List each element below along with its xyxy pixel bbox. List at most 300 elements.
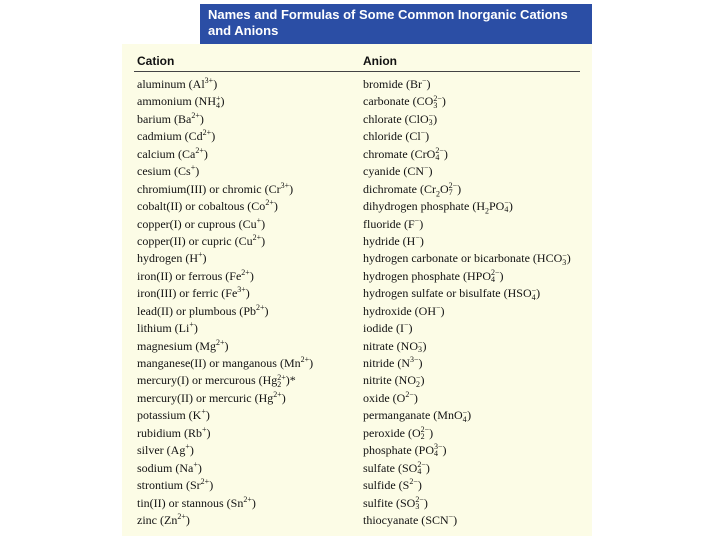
cation-formula-base: Hg xyxy=(258,390,274,405)
anion-formula-base: CrO xyxy=(414,146,436,161)
cation-formula-base: Cs xyxy=(178,164,191,179)
cation-name: barium ( xyxy=(137,111,178,126)
anion-charge: − xyxy=(404,320,409,330)
cation-charge: + xyxy=(185,442,190,452)
anion-charge-stack xyxy=(429,112,434,126)
cation-cell xyxy=(137,407,210,424)
cation-charge: + xyxy=(216,93,221,103)
cation-cell xyxy=(137,198,278,215)
table-row xyxy=(122,495,592,512)
cation-formula-subscript: 2 xyxy=(277,379,282,389)
table-row xyxy=(122,163,592,180)
table-row xyxy=(122,198,592,215)
anion-cell xyxy=(363,390,418,407)
anion-cell xyxy=(363,425,433,442)
cation-cell xyxy=(137,128,215,145)
cation-formula-base: Cu xyxy=(238,233,253,248)
anion-formula-base: Cr xyxy=(423,181,436,196)
cation-charge: 2+ xyxy=(273,389,282,399)
anion-formula-base: S xyxy=(402,478,410,493)
cation-cell xyxy=(137,233,265,250)
cation-formula-base: Na xyxy=(179,460,194,475)
anion-close: ) xyxy=(440,303,445,318)
cation-formula-base: Pb xyxy=(243,303,256,318)
cation-charge: 2+ xyxy=(265,198,274,208)
anion-charge-stack xyxy=(416,374,421,388)
anion-name: nitrate ( xyxy=(363,338,401,353)
cation-charge: + xyxy=(201,407,206,417)
anion-name: iodide ( xyxy=(363,321,400,336)
anion-cell xyxy=(363,338,427,355)
table-row xyxy=(122,407,592,424)
table-row xyxy=(122,233,592,250)
anion-formula-subscript: 4 xyxy=(491,275,495,285)
anion-close: ) xyxy=(508,199,513,214)
table-row xyxy=(122,76,592,93)
cation-close: ) xyxy=(249,268,254,283)
cation-close: ) xyxy=(281,390,286,405)
anion-name: dihydrogen phosphate ( xyxy=(363,199,477,214)
cation-close: ) xyxy=(261,233,266,248)
table-body xyxy=(122,76,592,529)
cation-formula-base: Ag xyxy=(170,443,186,458)
table-row xyxy=(122,460,592,477)
cation-column-header: Cation xyxy=(137,54,175,68)
anion-name: permanganate ( xyxy=(363,408,438,423)
anion-formula-subscript: 3 xyxy=(562,257,567,267)
cation-name: copper(I) or cuprous ( xyxy=(137,216,243,231)
anion-close: ) xyxy=(423,495,428,510)
anion-formula-base: PO xyxy=(418,443,434,458)
anion-formula-base: SCN xyxy=(425,512,449,527)
cation-cell xyxy=(137,355,313,372)
cation-name: calcium ( xyxy=(137,146,182,161)
anion-charge: − xyxy=(428,111,434,121)
anion-close: ) xyxy=(467,408,472,423)
anion-cell xyxy=(363,93,446,110)
table-row xyxy=(122,442,592,459)
anion-formula-base: O xyxy=(439,181,449,196)
table-row xyxy=(122,93,592,110)
anion-close: ) xyxy=(566,251,571,266)
anion-cell xyxy=(363,76,431,93)
anion-formula-base: O xyxy=(411,425,421,440)
anion-charge: 3− xyxy=(434,442,443,452)
cation-name: lead(II) or plumbous ( xyxy=(137,303,244,318)
anion-close: ) xyxy=(425,129,430,144)
anion-cell xyxy=(363,268,504,285)
cation-charge: 2+ xyxy=(252,232,262,242)
anion-formula-base: CN xyxy=(407,164,424,179)
cation-close: ) xyxy=(213,77,218,91)
cation-formula-base: Li xyxy=(178,321,190,336)
anion-cell xyxy=(363,355,423,372)
cation-name: cadmium ( xyxy=(137,129,189,144)
anion-charge: 2− xyxy=(415,494,424,504)
anion-formula-base: H xyxy=(406,233,416,248)
cation-charge: 2+ xyxy=(243,494,252,504)
cation-name: tin(II) or stannous ( xyxy=(137,495,231,510)
anion-close: ) xyxy=(418,356,423,370)
cation-formula-base: NH xyxy=(198,94,217,109)
anion-cell xyxy=(363,442,447,459)
table-row xyxy=(122,303,592,320)
anion-cell xyxy=(363,285,540,302)
cation-formula-base: Hg xyxy=(262,373,278,388)
cation-close: ) xyxy=(202,251,207,266)
anion-charge: 2− xyxy=(435,146,444,155)
anion-formula-base: ClO xyxy=(408,111,429,126)
anion-formula-base: SO xyxy=(400,495,416,510)
anion-cell xyxy=(363,407,471,424)
cation-close: )* xyxy=(285,373,296,388)
anion-formula-subscript: 3 xyxy=(415,501,420,511)
cation-close: ) xyxy=(261,216,266,231)
cation-close: ) xyxy=(203,146,208,161)
cation-charge: 3+ xyxy=(280,180,290,190)
anion-charge: − xyxy=(423,163,429,173)
anion-close: ) xyxy=(443,146,448,161)
anion-formula-subscript: 4 xyxy=(504,205,509,215)
anion-name: sulfate ( xyxy=(363,460,402,475)
cation-cell xyxy=(137,460,202,477)
anion-formula-subscript: 4 xyxy=(435,153,440,162)
anion-formula-subscript: 2 xyxy=(435,189,440,199)
anion-cell xyxy=(363,111,437,128)
anion-formula-base: H xyxy=(476,199,485,214)
anion-charge-stack xyxy=(504,199,509,213)
anion-charge-stack xyxy=(449,182,458,196)
cation-name: silver ( xyxy=(137,443,171,458)
cation-name: potassium ( xyxy=(137,408,193,423)
anion-charge: 2− xyxy=(433,93,442,103)
anion-charge-stack xyxy=(532,287,537,301)
cation-name: strontium ( xyxy=(137,478,190,493)
cation-charge: 2+ xyxy=(202,128,212,138)
anion-charge: − xyxy=(418,337,423,347)
cation-close: ) xyxy=(185,512,190,527)
cation-cell xyxy=(137,285,250,302)
table-row xyxy=(122,512,592,529)
anion-formula-subscript: 3 xyxy=(433,100,438,110)
anion-close: ) xyxy=(422,338,427,353)
cation-cell xyxy=(137,477,213,494)
cation-formula-base: Mn xyxy=(283,356,301,370)
cation-cell xyxy=(137,163,199,180)
cation-cell xyxy=(137,146,208,163)
cation-formula-base: H xyxy=(189,251,198,266)
cation-cell xyxy=(137,442,194,459)
table-row xyxy=(122,216,592,233)
cation-close: ) xyxy=(264,303,269,318)
cation-charge: 2+ xyxy=(177,511,186,521)
anion-formula-base: MnO xyxy=(437,408,463,423)
cation-close: ) xyxy=(224,338,229,353)
anion-formula-base: OH xyxy=(418,303,436,318)
anion-charge-stack xyxy=(434,443,443,457)
cation-cell xyxy=(137,250,207,267)
anion-close: ) xyxy=(433,111,438,126)
anion-charge-stack xyxy=(415,496,424,510)
anion-charge-stack xyxy=(491,269,500,283)
cation-name: cesium ( xyxy=(137,164,178,179)
cation-close: ) xyxy=(189,443,194,458)
anion-formula-base: CO xyxy=(416,94,434,109)
cation-close: ) xyxy=(273,199,278,214)
anion-formula-subscript: 4 xyxy=(417,466,422,476)
table-row xyxy=(122,355,592,372)
cation-formula-base: Ba xyxy=(178,111,192,126)
cation-formula-base: Fe xyxy=(225,286,238,301)
anion-charge: 2− xyxy=(409,477,418,487)
anion-formula-subscript: 4 xyxy=(434,449,438,459)
anion-cell xyxy=(363,128,429,145)
cation-charge: + xyxy=(202,424,207,434)
cation-formula-base: Cd xyxy=(188,129,203,144)
anion-name: hydrogen phosphate ( xyxy=(363,268,467,283)
cation-close: ) xyxy=(211,129,216,144)
anion-name: hydrogen sulfate or bisulfate ( xyxy=(363,286,508,301)
anion-formula-base: HCO xyxy=(536,251,563,266)
anion-charge: − xyxy=(531,285,537,295)
cation-close: ) xyxy=(193,321,198,336)
anion-cell xyxy=(363,233,424,250)
anion-close: ) xyxy=(453,512,458,527)
anion-close: ) xyxy=(428,164,433,179)
anion-name: chloride ( xyxy=(363,129,410,144)
anion-name: hydrogen carbonate or bicarbonate ( xyxy=(363,251,537,266)
table-row xyxy=(122,146,592,163)
anion-charge: − xyxy=(415,232,420,242)
cation-name: manganese(II) or manganous ( xyxy=(137,356,284,370)
cation-cell xyxy=(137,216,265,233)
anion-formula-base: HSO xyxy=(507,286,532,301)
anion-name: hydride ( xyxy=(363,233,407,248)
anion-cell xyxy=(363,372,425,389)
anion-close: ) xyxy=(442,443,447,458)
anion-column-header: Anion xyxy=(363,54,397,68)
cation-charge: 2+ xyxy=(195,145,204,155)
anion-name: nitrite ( xyxy=(363,373,399,388)
table-row xyxy=(122,250,592,267)
anion-close: ) xyxy=(536,286,541,301)
cation-formula-base: K xyxy=(192,408,202,423)
table-row xyxy=(122,320,592,337)
anion-charge: − xyxy=(562,250,567,260)
cation-name: rubidium ( xyxy=(137,425,188,440)
anion-formula-base: O xyxy=(396,390,406,405)
cation-charge: 2+ xyxy=(200,477,210,487)
anion-formula-base: NO xyxy=(398,373,416,388)
anion-formula-subscript: 2 xyxy=(416,379,420,389)
anion-cell xyxy=(363,512,457,529)
anion-cell xyxy=(363,163,433,180)
cation-close: ) xyxy=(309,356,314,370)
table-title: Names and Formulas of Some Common Inorganic Cations and Anions xyxy=(208,7,568,38)
cation-cell xyxy=(137,93,225,110)
anion-formula-base: N xyxy=(401,356,410,370)
cation-name: mercury(I) or mercurous ( xyxy=(137,373,263,388)
cation-name: lithium ( xyxy=(137,321,179,336)
anion-charge-stack xyxy=(433,95,442,109)
cation-formula-base: Al xyxy=(192,77,205,91)
anion-charge: 3− xyxy=(410,355,419,364)
anion-charge-stack xyxy=(417,461,426,475)
cation-formula-base: Mg xyxy=(199,338,216,353)
cation-name: copper(II) or cupric ( xyxy=(137,233,239,248)
anion-formula-base: SO xyxy=(401,460,418,475)
cation-charge: + xyxy=(193,459,198,469)
header-rule xyxy=(134,71,580,72)
cation-close: ) xyxy=(209,478,214,493)
cation-close: ) xyxy=(197,460,202,475)
anion-formula-base: Cl xyxy=(409,129,421,144)
anion-name: sulfite ( xyxy=(363,495,400,510)
cation-name: iron(II) or ferrous ( xyxy=(137,268,230,283)
anion-name: cyanide ( xyxy=(363,164,408,179)
anion-charge-stack xyxy=(421,426,430,440)
anion-charge: 2− xyxy=(420,425,430,434)
anion-cell xyxy=(363,320,413,337)
cation-formula-base: Sn xyxy=(230,495,244,510)
cation-close: ) xyxy=(205,408,210,423)
cation-charge: 3+ xyxy=(204,76,214,85)
cation-close: ) xyxy=(251,495,256,510)
cation-charge: + xyxy=(189,320,194,330)
cation-close: ) xyxy=(289,181,294,196)
anion-formula-subscript: 3 xyxy=(428,118,433,128)
cation-formula-base: Cu xyxy=(242,216,257,231)
cation-name: hydrogen ( xyxy=(137,251,190,266)
cation-cell xyxy=(137,390,286,407)
anion-charge: 2− xyxy=(448,180,458,190)
anion-charge: − xyxy=(420,128,426,138)
cation-name: sodium ( xyxy=(137,460,180,475)
cation-cell xyxy=(137,512,190,529)
table-row xyxy=(122,285,592,302)
anion-charge-stack xyxy=(562,252,567,266)
anion-close: ) xyxy=(429,425,434,440)
anion-close: ) xyxy=(417,478,422,493)
anion-name: nitride ( xyxy=(363,356,402,370)
anion-formula-base: I xyxy=(400,321,404,336)
anion-close: ) xyxy=(499,268,504,283)
cation-formula-base: Sr xyxy=(190,478,201,493)
cation-cell xyxy=(137,268,254,285)
anion-charge: − xyxy=(436,302,441,312)
anion-close: ) xyxy=(420,373,425,388)
cation-cell xyxy=(137,425,211,442)
table-row xyxy=(122,128,592,145)
cation-name: ammonium ( xyxy=(137,94,199,109)
anion-charge: − xyxy=(422,76,427,85)
anion-name: sulfide ( xyxy=(363,478,403,493)
cation-close: ) xyxy=(199,111,204,126)
table-row xyxy=(122,181,592,198)
anion-charge-stack xyxy=(418,339,423,353)
table-row xyxy=(122,111,592,128)
cation-charge-stack xyxy=(277,374,286,388)
anion-formula-subscript: 4 xyxy=(462,414,467,424)
anion-close: ) xyxy=(426,77,431,91)
table-row xyxy=(122,390,592,407)
cation-charge: 2+ xyxy=(277,372,286,382)
cation-charge: 2+ xyxy=(216,337,225,347)
table-row xyxy=(122,425,592,442)
anion-name: fluoride ( xyxy=(363,216,408,231)
anion-name: chromate ( xyxy=(363,146,415,161)
anion-charge: 2− xyxy=(491,268,500,278)
table-row xyxy=(122,372,592,389)
anion-cell xyxy=(363,216,423,233)
anion-close: ) xyxy=(457,181,462,196)
table-row xyxy=(122,477,592,494)
anion-name: peroxide ( xyxy=(363,425,412,440)
cation-name: aluminum ( xyxy=(137,77,193,91)
anion-charge: − xyxy=(462,407,468,417)
table-row xyxy=(122,268,592,285)
anion-cell xyxy=(363,460,430,477)
cation-close: ) xyxy=(220,94,225,109)
anion-formula-subscript: 2 xyxy=(484,206,489,216)
anion-name: bromide ( xyxy=(363,77,410,91)
anion-charge-stack xyxy=(435,147,444,161)
anion-charge: − xyxy=(448,511,454,521)
anion-charge: 2− xyxy=(405,389,414,399)
ion-table xyxy=(122,44,592,536)
anion-formula-subscript: 4 xyxy=(531,292,536,302)
cation-formula-subscript: 4 xyxy=(216,100,221,110)
anion-charge-stack xyxy=(463,409,468,423)
cation-formula-base: Co xyxy=(251,199,266,214)
anion-formula-subscript: 7 xyxy=(448,187,453,197)
cation-formula-base: Fe xyxy=(229,268,242,283)
cation-close: ) xyxy=(245,286,250,301)
anion-cell xyxy=(363,181,461,198)
anion-name: dichromate ( xyxy=(363,181,424,196)
cation-name: mercury(II) or mercuric ( xyxy=(137,390,259,405)
cation-charge: + xyxy=(256,215,262,225)
cation-formula-base: Cr xyxy=(268,181,281,196)
anion-name: thiocyanate ( xyxy=(363,512,426,527)
anion-formula-subscript: 3 xyxy=(418,344,422,354)
anion-formula-subscript: 2 xyxy=(420,432,425,441)
anion-close: ) xyxy=(419,216,424,231)
anion-close: ) xyxy=(419,233,424,248)
cation-charge: 2+ xyxy=(191,110,200,120)
anion-formula-base: F xyxy=(407,216,415,231)
anion-cell xyxy=(363,477,422,494)
cation-cell xyxy=(137,76,217,93)
cation-formula-base: Rb xyxy=(188,425,203,440)
title-banner xyxy=(200,4,592,44)
anion-close: ) xyxy=(425,460,430,475)
anion-name: oxide ( xyxy=(363,390,397,405)
table-row xyxy=(122,338,592,355)
anion-charge: − xyxy=(414,215,420,225)
cation-cell xyxy=(137,303,269,320)
cation-cell xyxy=(137,320,198,337)
anion-name: hydroxide ( xyxy=(363,303,419,318)
anion-name: carbonate ( xyxy=(363,94,417,109)
cation-name: iron(III) or ferric ( xyxy=(137,286,226,301)
anion-formula-base: NO xyxy=(400,338,418,353)
cation-cell xyxy=(137,181,293,198)
anion-formula-base: Br xyxy=(410,77,422,91)
anion-name: chlorate ( xyxy=(363,111,409,126)
anion-cell xyxy=(363,303,445,320)
cation-charge: 3+ xyxy=(237,285,246,295)
